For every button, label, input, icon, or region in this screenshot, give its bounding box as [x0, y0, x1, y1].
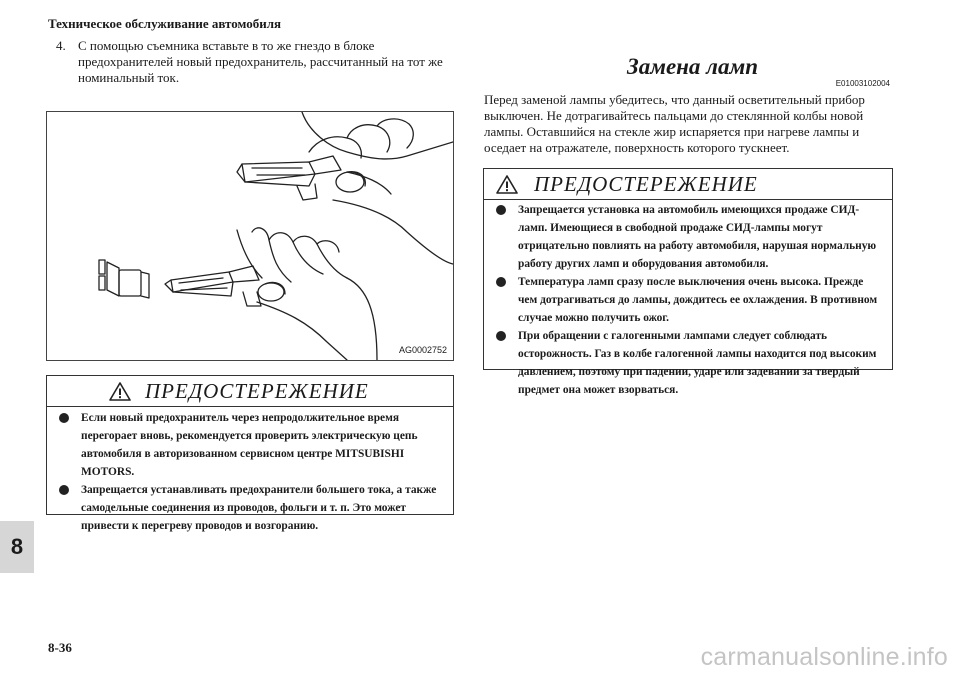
- bullet-icon: [496, 277, 506, 287]
- section-title: Замена ламп: [627, 54, 759, 79]
- step-text: С помощью съемника вставьте в то же гнездо в блоке предохранителей новый предохранитель, рассчитанный на тот же номинальный ток.: [78, 38, 443, 85]
- warning-box-lamps: [483, 168, 893, 396]
- bullet-icon: [496, 205, 506, 215]
- warning-header: [47, 376, 453, 407]
- section-intro: Перед заменой лампы убедитесь, что данный осветительный прибор выключен. Не дотрагивайтесь пальцами до стеклянной колбы новой лампы. Оставшийся на стекле жир испаряется при нагреве лампы и оседает на отражателе, поверхность которого тускнеет.: [484, 92, 865, 155]
- step-number: 4.: [56, 38, 66, 53]
- warning-triangle-icon: [496, 175, 518, 194]
- warning-title: ПРЕДОСТЕРЕЖЕНИЕ: [534, 172, 758, 196]
- bullet-icon: [59, 413, 69, 423]
- chapter-number: 8: [10, 534, 24, 559]
- warning-title: ПРЕДОСТЕРЕЖЕНИЕ: [145, 379, 369, 403]
- warning-item-text: При обращении с галогенными лампами следует соблюдать осторожность. Газ в колбе галогенной лампы находится под высоким давлением, поэтому при падении, ударе или задевании за твердый предмет она может взорваться.: [518, 330, 877, 396]
- warning-item-text: Температура ламп сразу после выключения очень высока. Прежде чем дотрагиваться до лампы, дождитесь ее охлаждения. В противном случае можно получить ожог.: [518, 276, 878, 324]
- figure-id: AG0002752: [398, 345, 447, 355]
- bullet-icon: [59, 485, 69, 495]
- chapter-tab: [0, 521, 34, 573]
- fuse-puller-drawing: [47, 112, 453, 360]
- warning-item: [484, 327, 892, 399]
- warning-item: [47, 409, 453, 481]
- page-number: 8-36: [48, 640, 72, 655]
- warning-item: [47, 481, 453, 535]
- section-code: E01003102004: [835, 79, 890, 88]
- warning-header: [484, 169, 892, 200]
- warning-box-fuse: [46, 375, 454, 532]
- warning-item: [484, 201, 892, 273]
- running-header: Техническое обслуживание автомобиля: [48, 16, 282, 31]
- watermark-text: carmanualsonline.info: [700, 643, 948, 671]
- warning-item-text: Запрещается установка на автомобиль имеющихся продаже СИД-ламп. Имеющиеся в свободной продаже СИД-лампы могут отрицательно повлиять на работу автомобиля, нарушая нормальную работу других ламп и оборудования автомобиля.: [518, 204, 877, 270]
- warning-item-text: Если новый предохранитель через непродолжительное время перегорает вновь, рекомендуется проверить электрическую цепь автомобиля в авторизованном сервисном центре MITSUBISHI MOTORS.: [81, 412, 418, 478]
- fuse-puller-illustration: [46, 111, 454, 361]
- warning-item: [484, 273, 892, 327]
- warning-item-text: Запрещается устанавливать предохранители большего тока, а также самодельные соединения из проводов, фольги и т. п. Это может привести к перегреву проводов и возгоранию.: [81, 484, 437, 532]
- bullet-icon: [496, 331, 506, 341]
- warning-triangle-icon: [109, 382, 131, 401]
